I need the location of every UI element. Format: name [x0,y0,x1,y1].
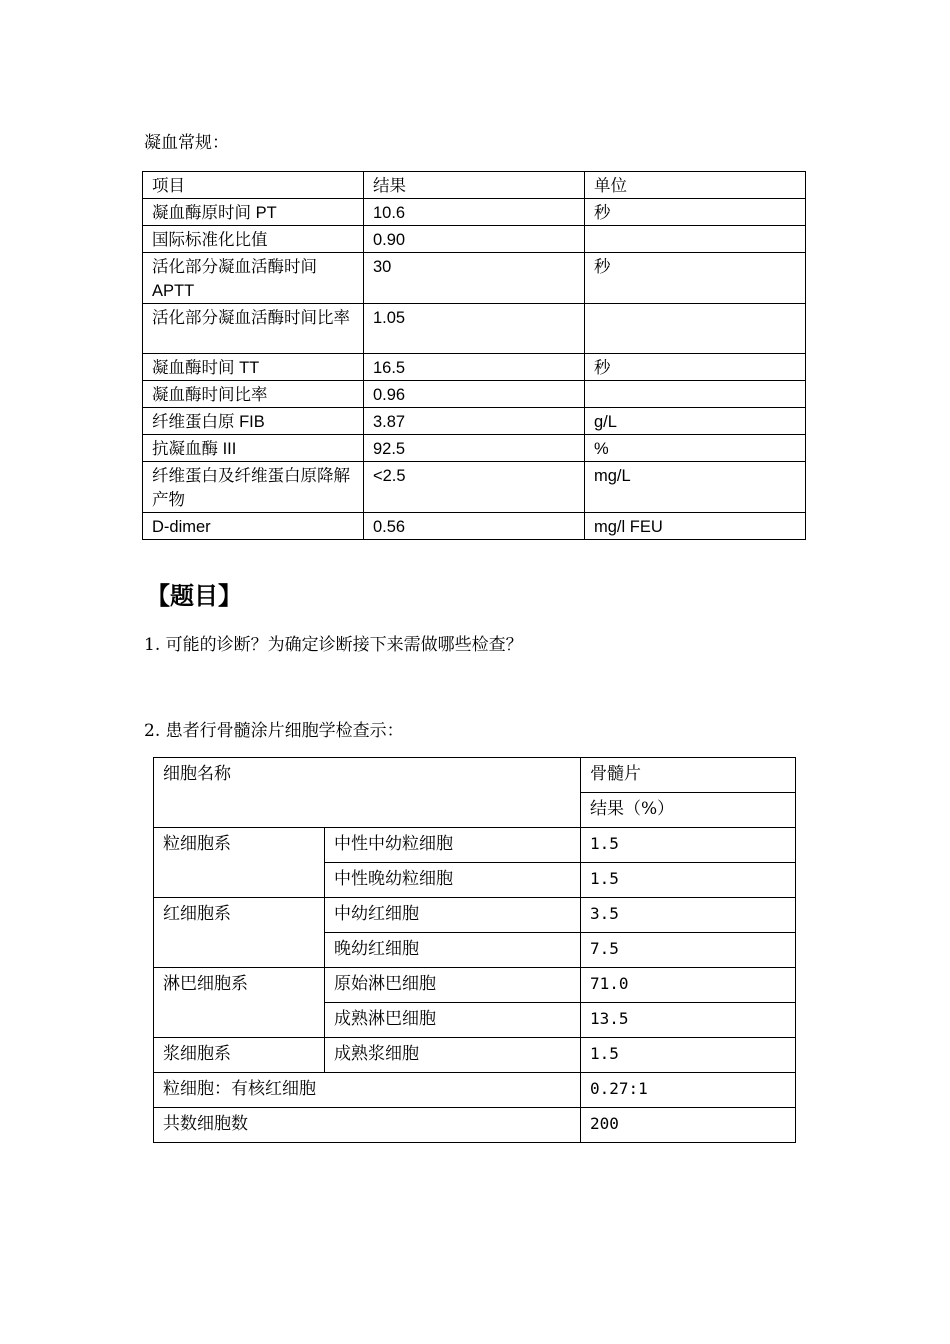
ratio-label: 粒细胞：有核红细胞 [154,1073,581,1108]
cell-value: 3.5 [581,898,796,933]
cell-item: 抗凝血酶 III [143,435,364,462]
header-result: 结果（%） [581,793,796,828]
header-sample: 骨髓片 [581,758,796,793]
cell-result: 0.56 [364,513,585,540]
cell-unit: 秒 [585,354,806,381]
cell-unit [585,226,806,253]
table-row [143,381,806,408]
cell-value: 1.5 [581,1038,796,1073]
table-row [143,408,806,435]
cell-result: 30 [364,253,585,304]
cell-name: 中幼红细胞 [325,898,581,933]
cell-item: 国际标准化比值 [143,226,364,253]
ratio-value: 0.27:1 [581,1073,796,1108]
table-row [143,354,806,381]
cell-value: 7.5 [581,933,796,968]
cell-result: 10.6 [364,199,585,226]
table-header-row [143,172,806,199]
cell-unit: 秒 [585,199,806,226]
cell-result: 3.87 [364,408,585,435]
cell-unit: mg/l FEU [585,513,806,540]
cell-unit [585,304,806,354]
table-row [154,828,796,863]
coagulation-heading: 凝血常规： [144,133,229,153]
cell-result: 1.05 [364,304,585,354]
questions-title: 【题目】 [146,583,242,610]
bone-marrow-table [153,757,796,1143]
cell-name: 中性晚幼粒细胞 [325,863,581,898]
cell-item: 凝血酶时间比率 [143,381,364,408]
total-label: 共数细胞数 [154,1108,581,1143]
table-row [143,435,806,462]
cell-item: D-dimer [143,513,364,540]
table-row [154,1073,796,1108]
cell-name: 中性中幼粒细胞 [325,828,581,863]
table-row [143,253,806,304]
cell-result: 16.5 [364,354,585,381]
cell-lineage: 粒细胞系 [154,828,325,898]
cell-result: 0.96 [364,381,585,408]
cell-value: 1.5 [581,828,796,863]
cell-unit: g/L [585,408,806,435]
header-unit: 单位 [585,172,806,199]
cell-lineage: 浆细胞系 [154,1038,325,1073]
table-row [154,1108,796,1143]
table-row [143,199,806,226]
cell-item: 活化部分凝血活酶时间比率 [143,304,364,354]
cell-result: 0.90 [364,226,585,253]
cell-unit: mg/L [585,462,806,513]
table-row [154,1038,796,1073]
total-value: 200 [581,1108,796,1143]
header-item: 项目 [143,172,364,199]
cell-value: 71.0 [581,968,796,1003]
table-row [154,898,796,933]
table-row [143,513,806,540]
cell-item: 凝血酶原时间 PT [143,199,364,226]
table-row [143,462,806,513]
cell-item: 纤维蛋白原 FIB [143,408,364,435]
cell-value: 1.5 [581,863,796,898]
question-1: 1. 可能的诊断？为确定诊断接下来需做哪些检查？ [144,635,523,655]
cell-unit: 秒 [585,253,806,304]
table-row [143,304,806,354]
question-2: 2. 患者行骨髓涂片细胞学检查示： [144,721,404,741]
cell-item: 活化部分凝血活酶时间 APTT [143,253,364,304]
cell-result: <2.5 [364,462,585,513]
cell-unit: % [585,435,806,462]
cell-unit [585,381,806,408]
cell-name: 原始淋巴细胞 [325,968,581,1003]
table-row [143,226,806,253]
cell-lineage: 红细胞系 [154,898,325,968]
header-cell-name: 细胞名称 [154,758,581,828]
cell-lineage: 淋巴细胞系 [154,968,325,1038]
cell-item: 纤维蛋白及纤维蛋白原降解产物 [143,462,364,513]
cell-name: 成熟浆细胞 [325,1038,581,1073]
table-header-row [154,758,796,793]
cell-name: 晚幼红细胞 [325,933,581,968]
cell-name: 成熟淋巴细胞 [325,1003,581,1038]
cell-result: 92.5 [364,435,585,462]
coagulation-table [142,171,806,540]
table-row [154,968,796,1003]
cell-value: 13.5 [581,1003,796,1038]
cell-item: 凝血酶时间 TT [143,354,364,381]
header-result: 结果 [364,172,585,199]
